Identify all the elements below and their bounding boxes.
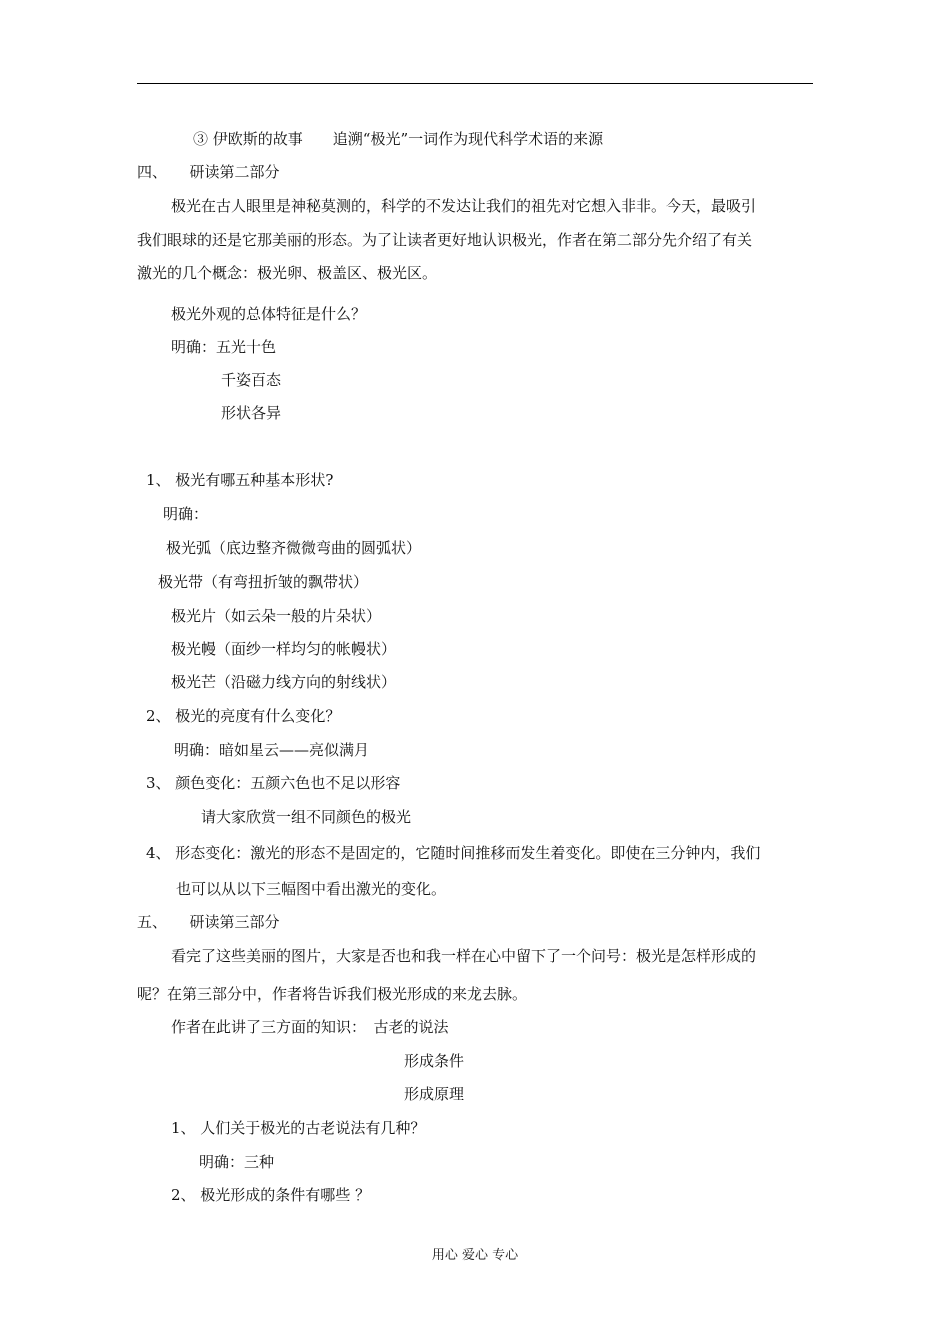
shape-item: 极光芒（沿磁力线方向的射线状） [171, 673, 397, 691]
paragraph-line: 看完了这些美丽的图片，大家是否也和我一样在心中留下了一个问号：极光是怎样形成的 [171, 947, 757, 965]
question-line: 1、 人们关于极光的古老说法有几种？ [171, 1119, 426, 1137]
instruction-line: 请大家欣赏一组不同颜色的极光 [201, 808, 412, 826]
shape-item: 极光弧（底边整齐微微弯曲的圆弧状） [166, 539, 422, 557]
knowledge-item: 形成条件 [404, 1052, 465, 1070]
question-1: 1、 极光有哪五种基本形状? [146, 471, 334, 489]
shape-item: 极光片（如云朵一般的片朵状） [171, 607, 382, 625]
header-rule [137, 83, 813, 84]
shape-item: 极光带（有弯扭折皱的飘带状） [158, 573, 369, 591]
line-eos-story: ③ 伊欧斯的故事 追溯“极光”一词作为现代科学术语的来源 [193, 130, 604, 148]
question-line: 极光外观的总体特征是什么？ [171, 305, 367, 323]
section-heading-5: 五、 研读第三部分 [137, 913, 280, 931]
page-footer: 用心 爱心 专心 [431, 1248, 519, 1263]
answer-line: 明确：暗如星云——亮似满月 [174, 741, 370, 759]
knowledge-item: 形成原理 [404, 1085, 465, 1103]
paragraph-line: 极光在古人眼里是神秘莫测的，科学的不发达让我们的祖先对它想入非非。今天，最吸引 [171, 197, 757, 215]
question-line: 2、 极光形成的条件有哪些 ？ [171, 1186, 371, 1204]
answer-line: 明确：三种 [199, 1153, 275, 1171]
question-3: 3、 颜色变化：五颜六色也不足以形容 [146, 774, 401, 792]
question-2: 2、 极光的亮度有什么变化？ [146, 707, 341, 725]
answer-line: 明确：五光十色 [171, 338, 277, 356]
answer-label: 明确： [163, 505, 209, 523]
section-heading-4: 四、 研读第二部分 [137, 163, 280, 181]
paragraph-line: 呢？在第三部分中，作者将告诉我们极光形成的来龙去脉。 [137, 985, 528, 1003]
paragraph-line: 也可以从以下三幅图中看出激光的变化。 [176, 880, 447, 898]
paragraph-line: 我们眼球的还是它那美丽的形态。为了让读者更好地认识极光，作者在第二部分先介绍了有关 [137, 231, 753, 249]
shape-item: 极光幔（面纱一样均匀的帐幔状） [171, 640, 397, 658]
answer-item: 形状各异 [221, 404, 282, 422]
paragraph-line: 作者在此讲了三方面的知识： 古老的说法 [171, 1018, 449, 1036]
question-4: 4、 形态变化：激光的形态不是固定的，它随时间推移而发生着变化。即使在三分钟内，我们 [146, 844, 761, 862]
answer-item: 千姿百态 [221, 371, 282, 389]
paragraph-line: 激光的几个概念：极光卵、极盖区、极光区。 [137, 264, 438, 282]
